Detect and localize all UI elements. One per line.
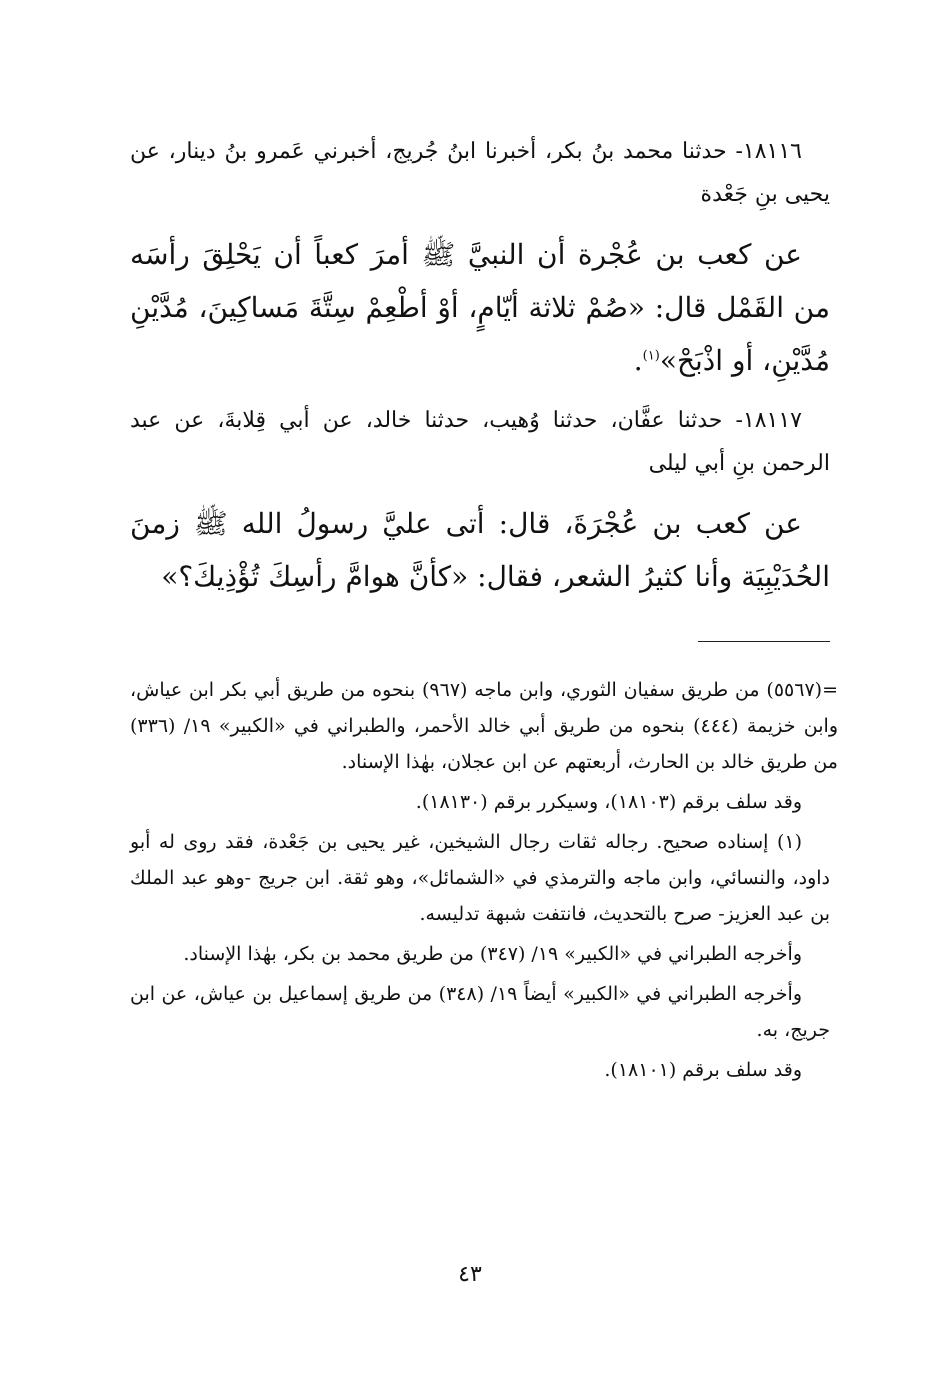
footnote-marker-1[interactable]: (١) xyxy=(642,348,660,364)
hadith-18116-isnad: ١٨١١٦- حدثنا محمد بنُ بكر، أخبرنا ابنُ جُريج، أخبرني عَمرو بنُ دينار، عن يحيى بنِ جَعْدة xyxy=(130,139,830,207)
footnote-cross-reference: وقد سلف برقم (١٨١٠٣)، وسيكرر برقم (١٨١٣٠). xyxy=(415,791,802,813)
hadith-18117-matn: عن كعب بن عُجْرَةَ، قال: أتى عليَّ رسولُ الله ﷺ زمنَ الحُدَيْبِيَة وأنا كثيرُ الشعر، فقال: «كأنَّ هوامَّ رأسِكَ تُؤْذِيكَ؟» xyxy=(130,507,830,593)
footnote-1-cross-reference: وقد سلف برقم (١٨١٠١). xyxy=(604,1059,802,1081)
page-content xyxy=(130,130,839,1092)
page-number: ٤٣ xyxy=(458,1262,482,1287)
footnote-1-takhrij-b: وأخرجه الطبراني في «الكبير» أيضاً ١٩/ (٣٤٨) من طريق إسماعيل بن عياش، عن ابن جريج، به. xyxy=(130,983,830,1041)
hadith-18116-matn-text: عن كعب بن عُجْرة أن النبيَّ ﷺ أمرَ كعباً أن يَحْلِقَ رأسَه من القَمْل قال: «صُمْ ثلاثة أيّامٍ، أوْ أطْعِمْ سِتَّةَ مَساكِينَ، مُدَّيْنِ مُدَّيْنِ، أو اذْبَحْ» xyxy=(130,238,830,377)
footnote-1-takhrij-a: وأخرجه الطبراني في «الكبير» ١٩/ (٣٤٧) من طريق محمد بن بكر، بهٰذا الإسناد. xyxy=(183,943,802,965)
footnote-1: (١) إسناده صحيح. رجاله ثقات رجال الشيخين، غير يحيى بن جَعْدة، فقد روى له أبو داود، والنسائي، وابن ماجه والترمذي في «الشمائل»، وهو ثقة. ابن جريج -وهو عبد الملك بن عبد العزيز- صرح بالتحديث، فانتفت شبهة تدليسه. xyxy=(130,831,830,925)
hadith-18116-matn xyxy=(130,228,830,387)
footnote-separator xyxy=(698,641,830,642)
footnotes xyxy=(130,672,839,1088)
hadith-18117-isnad: ١٨١١٧- حدثنا عفَّان، حدثنا وُهيب، حدثنا خالد، عن أبي قِلابةَ، عن عبد الرحمن بنِ أبي ليلى xyxy=(130,408,830,476)
footnote-continuation: =(٥٥٦٧) من طريق سفيان الثوري، وابن ماجه (٩٦٧) بنحوه من طريق أبي بكر ابن عياش، وابن خزيمة (٤٤٤) بنحوه من طريق أبي خالد الأحمر، والطبراني في «الكبير» ١٩/ (٣٣٦) من طريق خالد بن الحارث، أربعتهم عن ابن عجلان، بهٰذا الإسناد. xyxy=(130,679,839,773)
hadith-18116-matn-end: . xyxy=(633,344,643,377)
